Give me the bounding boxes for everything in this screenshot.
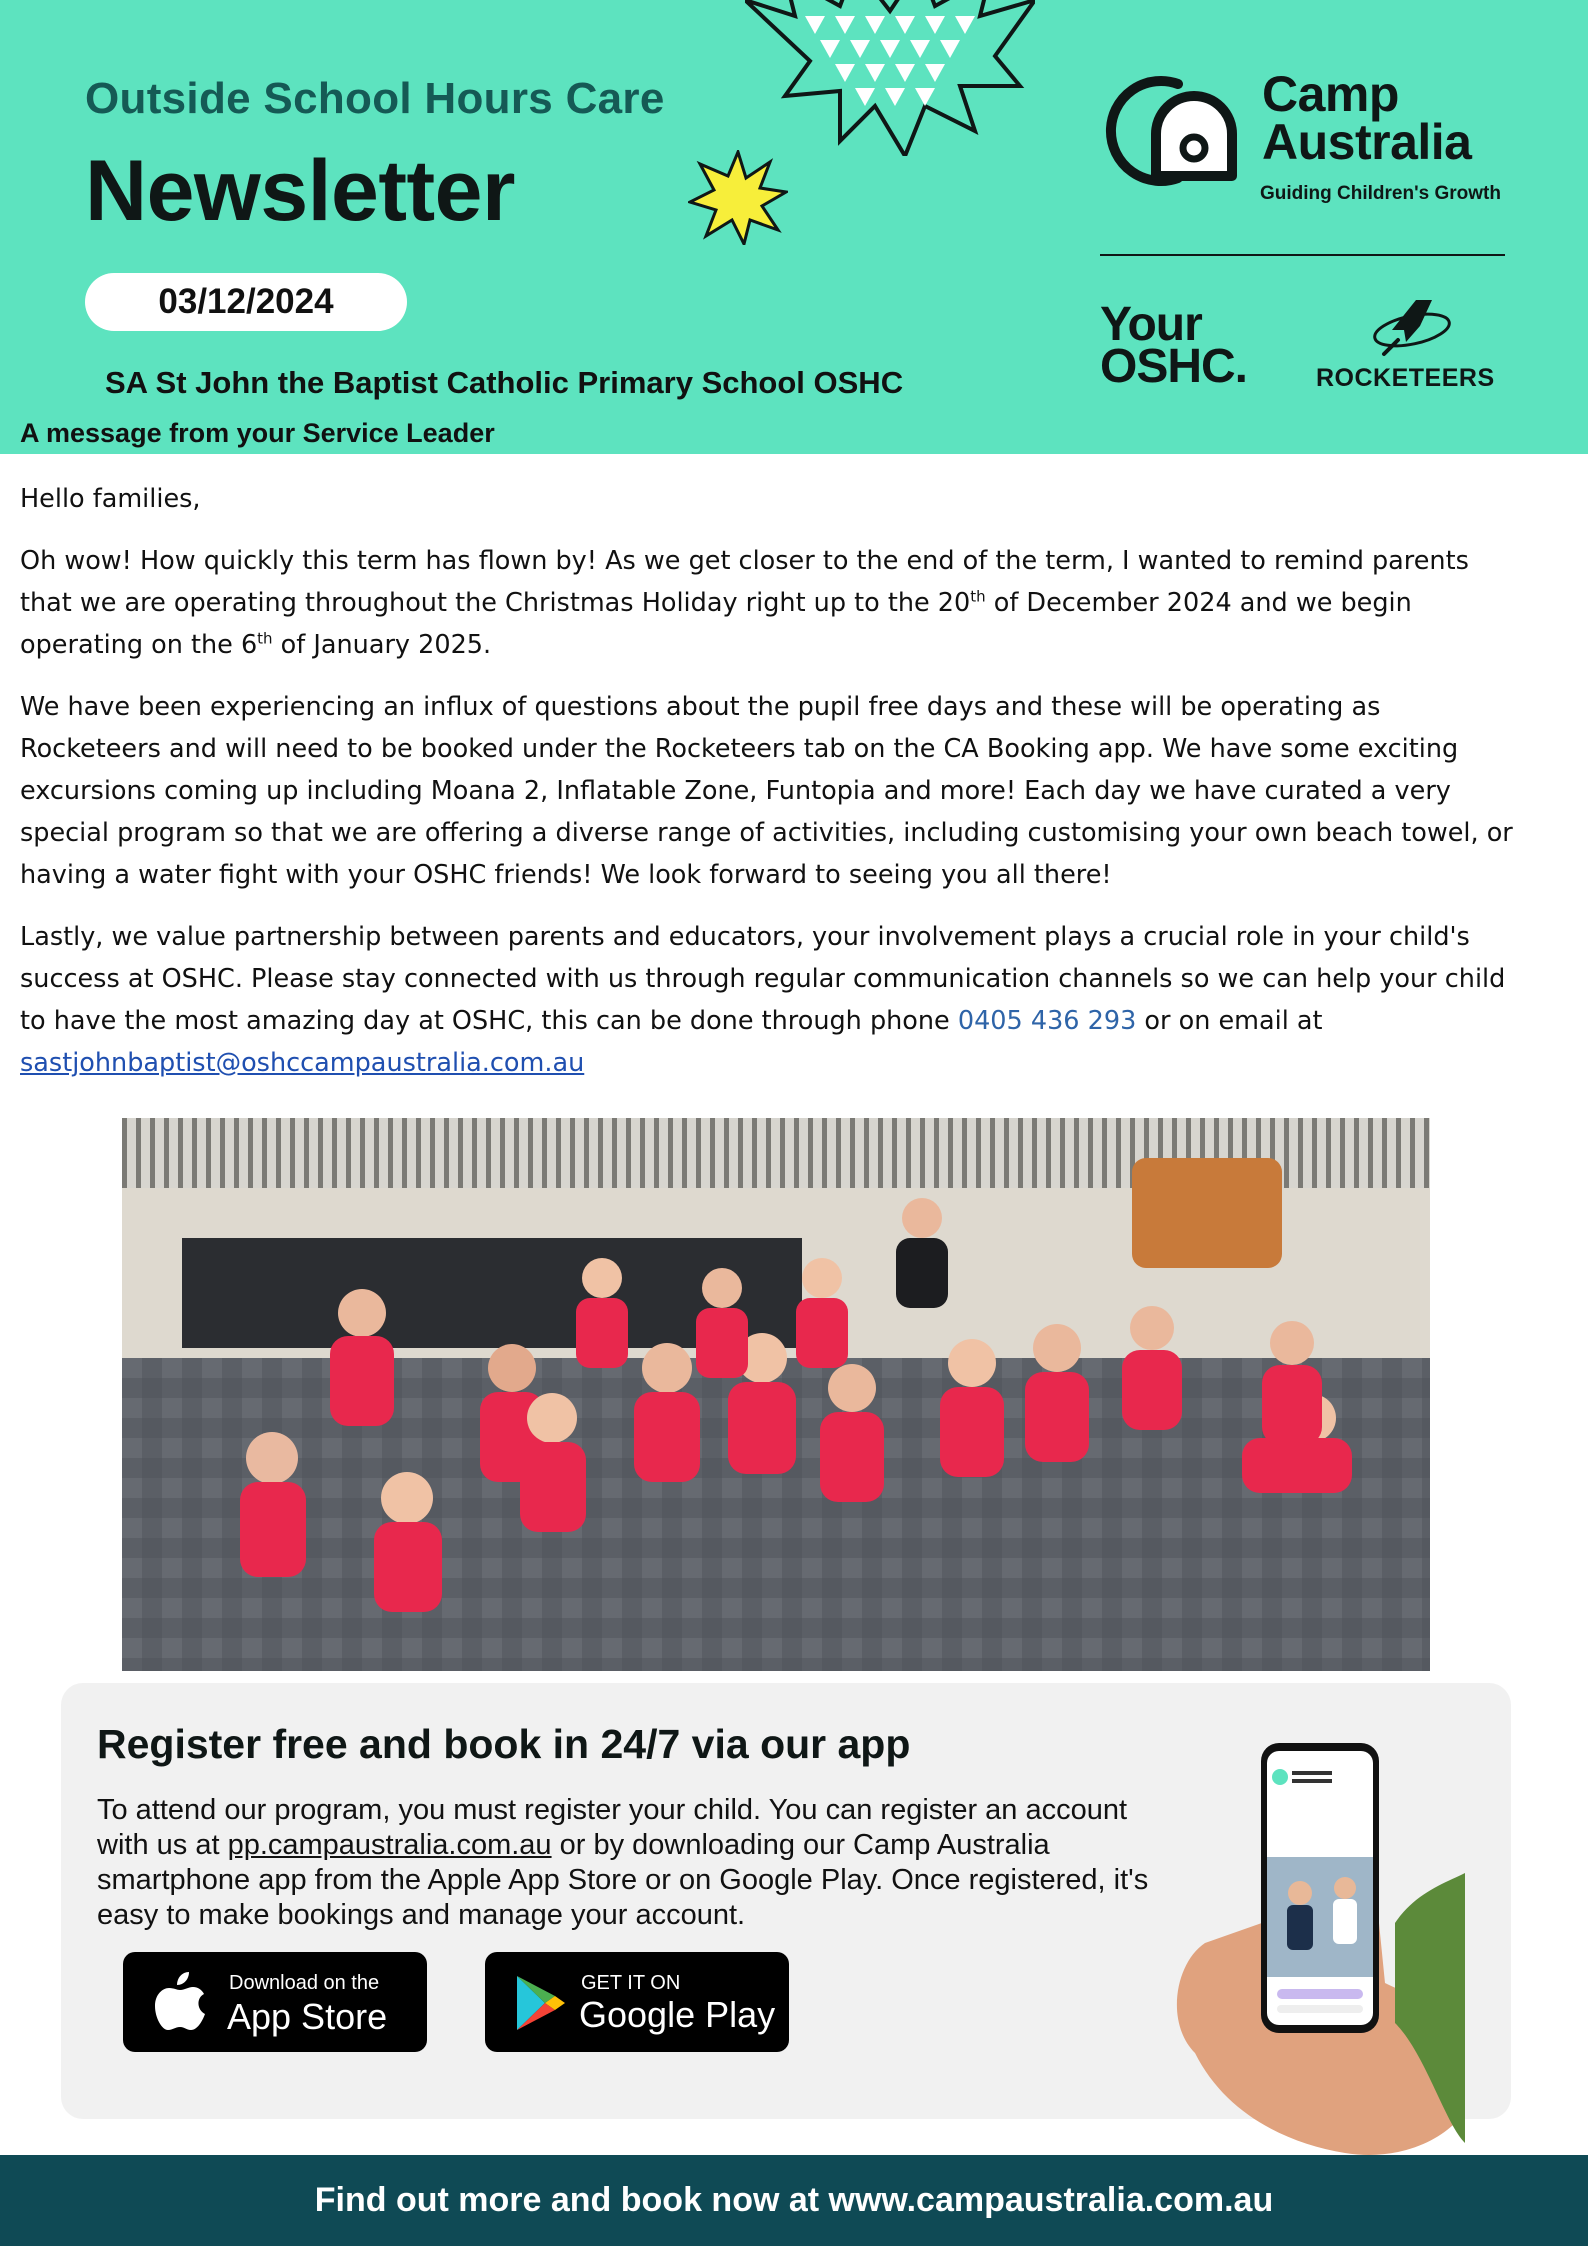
app-store-small-label: Download on the: [229, 1972, 380, 1994]
your-oshc-line2: OSHC.: [1100, 340, 1248, 393]
letter-body: [20, 478, 1520, 1104]
header-divider: [1100, 254, 1505, 256]
google-play-button[interactable]: [485, 1952, 789, 2052]
letter-paragraph-3: Lastly, we value partnership between parents and educators, your involvement plays a crucial role in your child's success at OSHC. Please stay connected with us through regular communication channels so we can help your child to have the most amazing day at OSHC, this can be done through phone 0405 436 293 or on email at sastjohnbaptist@oshccampaustralia.com.au: [20, 922, 1506, 1078]
footer-banner[interactable]: Find out more and book now at www.campaustralia.com.au: [0, 2155, 1588, 2246]
app-store-button[interactable]: [123, 1952, 427, 2052]
message-heading: A message from your Service Leader: [20, 418, 495, 448]
rocket-icon: [1370, 296, 1454, 358]
google-play-label: Google Play: [579, 1994, 776, 2035]
rocketeers-logo: ROCKETEERS: [1316, 364, 1495, 392]
apple-icon: [155, 1970, 205, 2032]
group-photo-children: [122, 1118, 1430, 1671]
google-play-small-label: GET IT ON: [581, 1972, 681, 1994]
newsletter-header: [0, 0, 1588, 454]
school-name: SA St John the Baptist Catholic Primary School OSHC: [105, 365, 904, 400]
brand-name-line2: Australia: [1262, 114, 1472, 170]
app-store-label: App Store: [227, 1996, 388, 2037]
newsletter-kicker: Outside School Hours Care: [85, 74, 665, 123]
newsletter-date: 03/12/2024: [85, 273, 407, 331]
google-play-icon: [515, 1974, 567, 2032]
brand-name-line1: Camp: [1262, 66, 1399, 122]
promo-body: To attend our program, you must register your child. You can register an account with us at pp.campaustralia.com.au or by downloading our Camp Australia smartphone app from the Apple App Store or on Google Play. Once registered, it's easy to make bookings and manage your account.: [97, 1794, 1149, 1931]
letter-greeting: Hello families,: [20, 484, 201, 514]
letter-paragraph-2: We have been experiencing an influx of questions about the pupil free days and these will be operating as Rocketeers and will need to be booked under the Rocketeers tab on the CA Booking app. We have some exciting excursions coming up including Moana 2, Inflatable Zone, Funtopia and more! Each day we have curated a very special program so that we are offering a diverse range of activities, including customising your own beach towel, or having a water fight with your OSHC friends! We look forward to seeing you all there!: [20, 692, 1513, 890]
brand-name: [1262, 66, 1472, 170]
email-link[interactable]: sastjohnbaptist@oshccampaustralia.com.au: [20, 1048, 585, 1078]
phone-mockup-image: [1165, 1723, 1465, 2163]
app-promo-card: [61, 1683, 1511, 2119]
your-oshc-line1: Your: [1100, 298, 1202, 351]
star-decoration-icon: [745, 0, 1035, 156]
newsletter-title: Newsletter: [85, 143, 515, 239]
brand-tagline: Guiding Children's Growth: [1260, 183, 1501, 204]
promo-title: Register free and book in 24/7 via our app: [97, 1721, 911, 1767]
sun-burst-icon: [688, 150, 788, 245]
your-oshc-logo: [1100, 298, 1248, 393]
portal-link[interactable]: pp.campaustralia.com.au: [227, 1829, 552, 1861]
letter-paragraph-1: Oh wow! How quickly this term has flown by! As we get closer to the end of the term, I wanted to remind parents that we are operating throughout the Christmas Holiday right up to the 20th of December 2024 and we begin operating on the 6th of January 2025.: [20, 546, 1469, 660]
phone-link[interactable]: 0405 436 293: [957, 1006, 1137, 1036]
